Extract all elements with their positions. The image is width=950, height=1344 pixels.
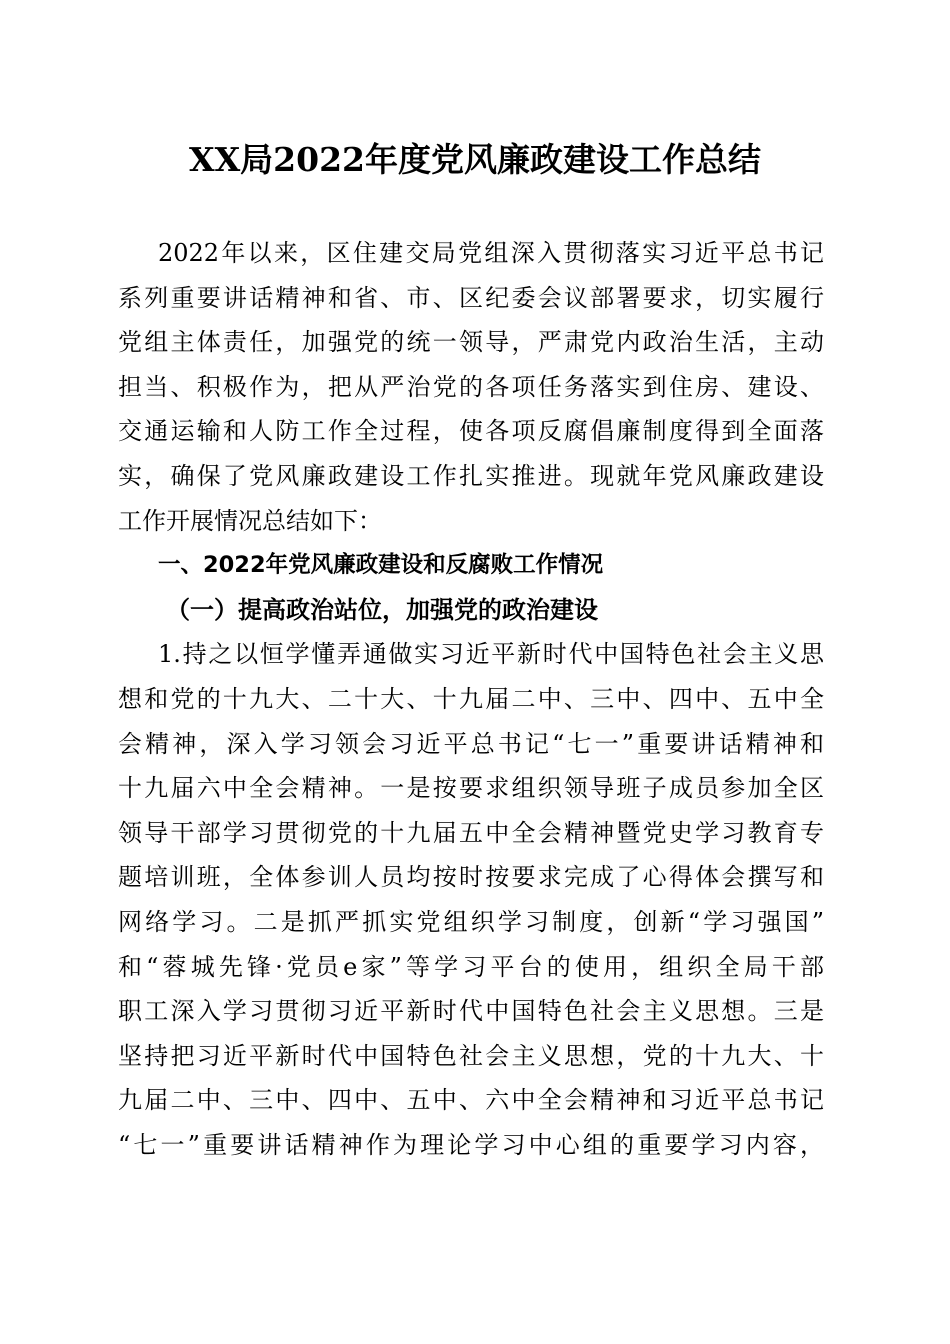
subsection-heading: （一）提高政治站位，加强党的政治建设 [166,594,598,624]
paragraph-line: 1.持之以恒学懂弄通做实习近平新时代中国特色社会主义思 [158,640,824,669]
paragraph-line: 十九届六中全会精神。一是按要求组织领导班子成员参加全区 [118,774,824,803]
paragraph-line: 想和党的十九大、二十大、十九届二中、三中、四中、五中全 [118,684,824,713]
paragraph-line: “七一”重要讲话精神作为理论学习中心组的重要学习内容， [118,1130,824,1159]
paragraph-line: 网络学习。二是抓严抓实党组织学习制度，创新“学习强国” [118,907,824,936]
paragraph-line: 题培训班，全体参训人员均按时按要求完成了心得体会撰写和 [118,863,824,892]
paragraph-line: 会精神，深入学习领会习近平总书记“七一”重要讲话精神和 [118,729,824,758]
document-title: XX局2022年度党风廉政建设工作总结 [188,140,762,179]
paragraph-line: 坚持把习近平新时代中国特色社会主义思想，党的十九大、十 [118,1041,824,1070]
section-heading: 一、2022年党风廉政建设和反腐败工作情况 [158,552,604,579]
paragraph-line: 和“蓉城先锋·党员e家”等学习平台的使用，组织全局干部 [118,952,824,981]
paragraph-line: 系列重要讲话精神和省、市、区纪委会议部署要求，切实履行 [118,283,824,312]
paragraph-line: 工作开展情况总结如下： [118,506,382,535]
paragraph-line: 党组主体责任，加强党的统一领导，严肃党内政治生活，主动 [118,328,824,357]
paragraph-line: 实，确保了党风廉政建设工作扎实推进。现就年党风廉政建设 [118,461,824,490]
paragraph-line: 交通运输和人防工作全过程，使各项反腐倡廉制度得到全面落 [118,417,824,446]
paragraph-line: 担当、积极作为，把从严治党的各项任务落实到住房、建设、 [118,372,824,401]
document-body [118,231,824,1167]
paragraph-line: 2022年以来，区住建交局党组深入贯彻落实习近平总书记 [158,239,824,267]
paragraph-line: 职工深入学习贯彻习近平新时代中国特色社会主义思想。三是 [118,997,824,1026]
paragraph-line: 九届二中、三中、四中、五中、六中全会精神和习近平总书记 [118,1086,824,1115]
paragraph-line: 领导干部学习贯彻党的十九届五中全会精神暨党史学习教育专 [118,818,824,847]
